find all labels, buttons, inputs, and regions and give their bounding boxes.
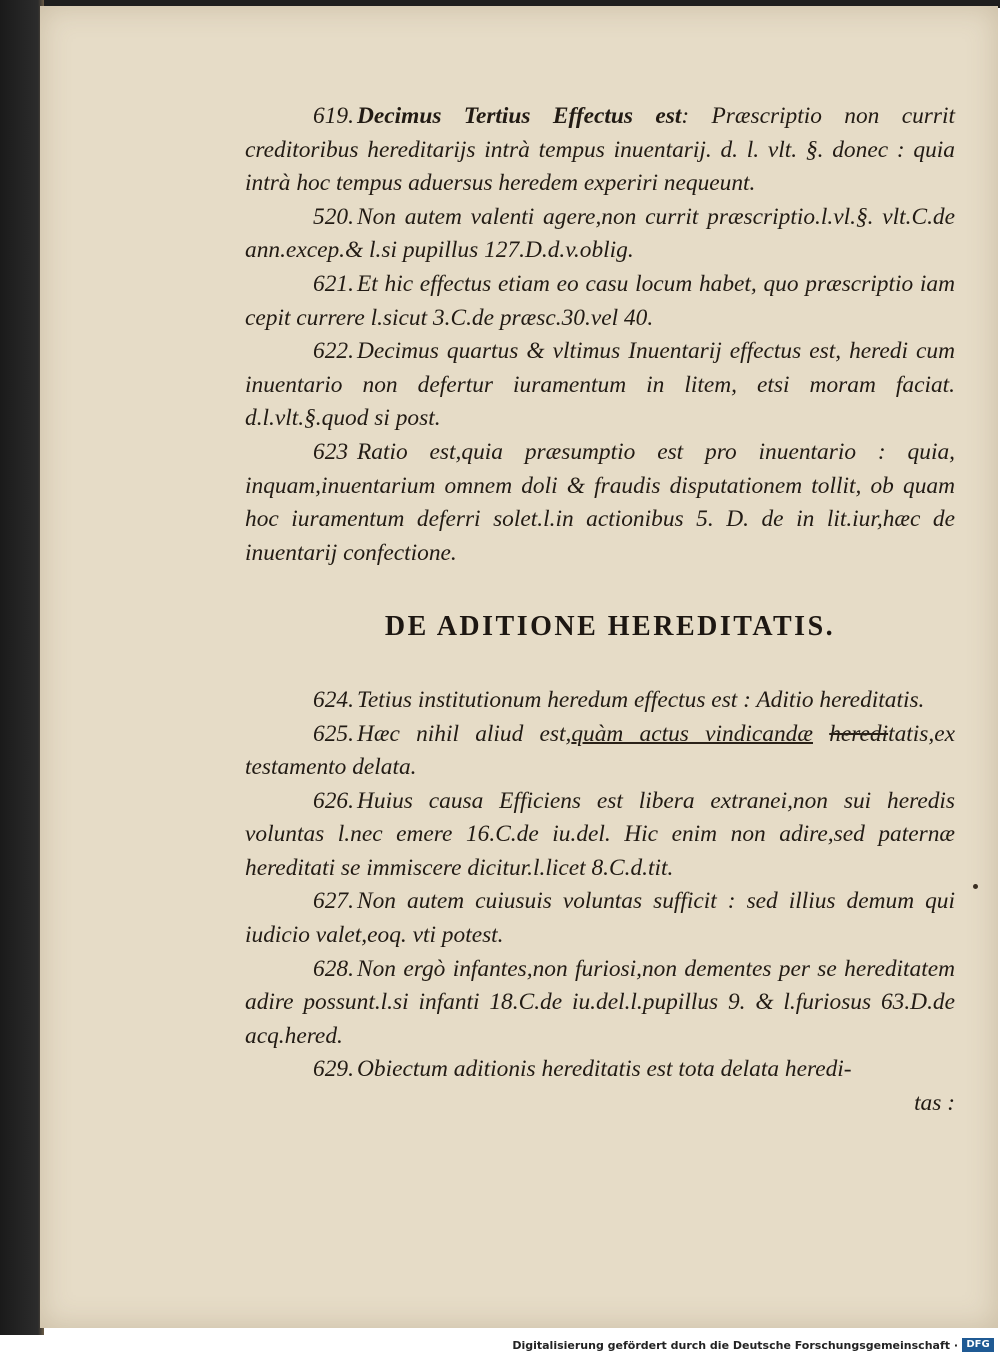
paragraph-text: Huius causa Efficiens est libera extranei,non sui heredis voluntas l.nec emere 16.C.de iu.del. Hic enim non adire,sed paternæ hereditati se immiscere dicitur.l.licet 8.C.d.tit. bbox=[245, 787, 955, 881]
paragraph-619 bbox=[245, 100, 955, 201]
struck-text: heredi bbox=[829, 720, 889, 747]
paragraph-number: 622. bbox=[313, 338, 354, 365]
underlined-text: quàm actus vindicandæ bbox=[571, 720, 813, 747]
paragraph-number: 626. bbox=[313, 787, 354, 814]
paragraph-number: 624. bbox=[313, 686, 354, 713]
paragraph-621 bbox=[245, 268, 955, 335]
paragraph-text: tatis,ex testamento delata. bbox=[245, 720, 955, 781]
paragraph-number: 625. bbox=[313, 720, 354, 747]
paragraph-628 bbox=[245, 953, 955, 1054]
paragraph-text: Ratio est,quia præsumptio est pro inuentario : quia, inquam,inuentarium omnem doli & fraudis disputationem tollit, ob quam hoc iuramentum deferri solet.l.in actionibus 5. D. de in lit.iur,hæc de inuentarij confectione. bbox=[245, 438, 955, 566]
paragraph-text: Obiectum aditionis hereditatis est tota delata heredi- bbox=[357, 1056, 852, 1083]
paragraph-text: Hæc nihil aliud est, bbox=[357, 720, 572, 747]
paragraph-number: 629. bbox=[313, 1056, 354, 1083]
paragraph-625 bbox=[245, 718, 955, 785]
paragraph-520 bbox=[245, 201, 955, 268]
paragraph-626 bbox=[245, 785, 955, 886]
paragraph-number: 623 bbox=[313, 438, 349, 465]
paragraph-number: 627. bbox=[313, 888, 354, 915]
margin-ink-mark bbox=[973, 884, 978, 889]
scan-border-left bbox=[0, 0, 44, 1335]
paragraph-text: Tetius institutionum heredum effectus est : Aditio hereditatis. bbox=[357, 686, 925, 713]
paragraph-text: Non autem cuiusuis voluntas sufficit : sed illius demum qui iudicio valet,eoq. vti potest. bbox=[245, 888, 955, 949]
paragraph-number: 628. bbox=[313, 955, 354, 982]
paragraph-lead: Decimus Tertius Effectus est bbox=[357, 103, 682, 129]
paragraph-text: : Præscriptio non currit creditoribus hereditarijs intrà tempus inuentarij. d. l. vlt. §. donec : quia intrà hoc tempus aduersus heredem experiri nequeunt. bbox=[245, 103, 955, 197]
text-block bbox=[245, 100, 955, 1121]
paragraph-number: 621. bbox=[313, 270, 354, 297]
paragraph-622 bbox=[245, 335, 955, 436]
dfg-logo-icon: DFG bbox=[962, 1338, 994, 1352]
paragraph-text: Et hic effectus etiam eo casu locum habet, quo præscriptio iam cepit currere l.sicut 3.C.de præsc.30.vel 40. bbox=[245, 270, 955, 331]
paragraph-623 bbox=[245, 436, 955, 570]
paragraph-624 bbox=[245, 684, 955, 718]
paragraph-number: 619. bbox=[313, 103, 354, 129]
paragraph-number: 520. bbox=[313, 203, 354, 230]
paragraph-text: Non ergò infantes,non furiosi,non dementes per se hereditatem adire possunt.l.si infanti 18.C.de iu.del.l.pupillus 9. & l.furiosus 63.D.de acq.hered. bbox=[245, 955, 955, 1049]
paragraph-text: Decimus quartus & vltimus Inuentarij effectus est, heredi cum inuentario non defertur iuramentum in litem, etsi moram faciat. d.l.vlt.§.quod si post. bbox=[245, 338, 955, 432]
footer-credit: Digitalisierung gefördert durch die Deutsche Forschungsgemeinschaft · bbox=[512, 1339, 958, 1352]
paragraph-629 bbox=[245, 1053, 955, 1087]
catchword: tas : bbox=[914, 1090, 955, 1117]
paragraph-627 bbox=[245, 885, 955, 952]
section-heading: DE ADITIONE HEREDITATIS. bbox=[384, 611, 836, 643]
paragraph-text: Non autem valenti agere,non currit præscriptio.l.vl.§. vlt.C.de ann.excep.& l.si pupillus 127.D.d.v.oblig. bbox=[245, 203, 955, 264]
